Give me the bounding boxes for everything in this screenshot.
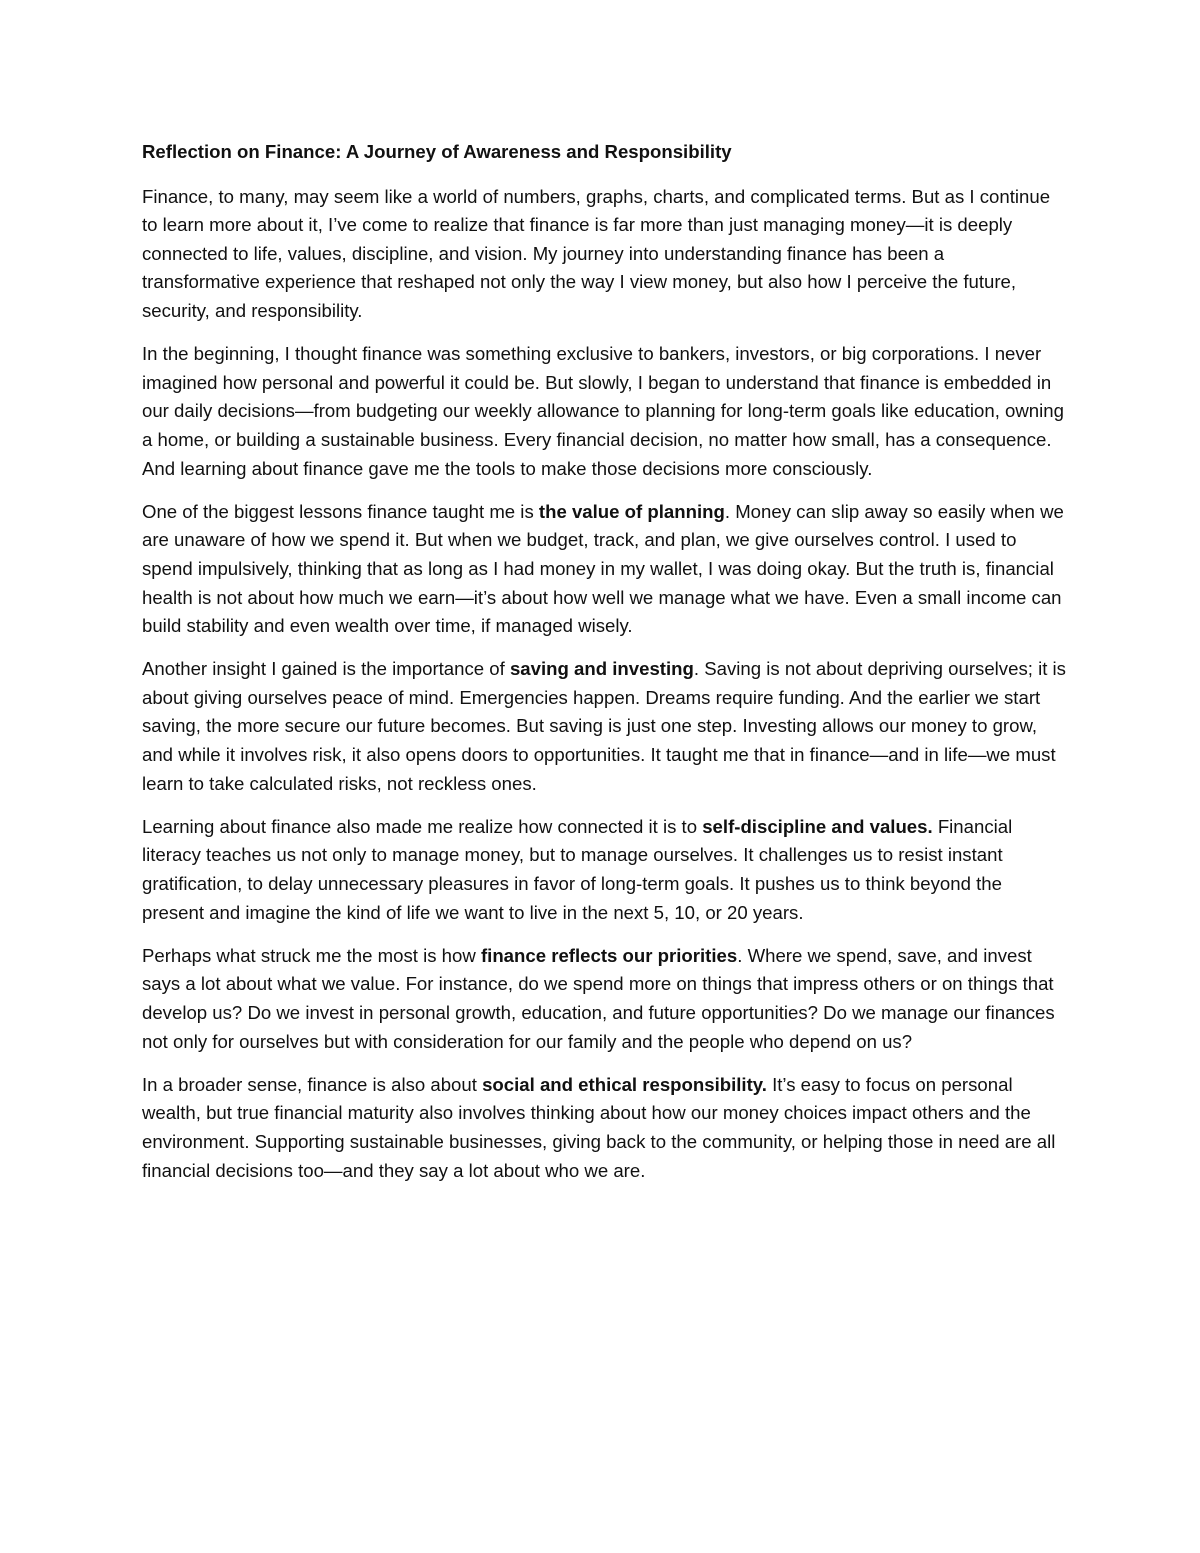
paragraph-text: Financial literacy teaches us not only to manage money, but to manage ourselves. It challenges us to resist instant gratification, to delay unnecessary pleasures in favor of long-term goals. It pushes us to think beyond the present and imagine the kind of life we want to live in the next 5, 10, or 20 years. bbox=[142, 815, 1013, 923]
paragraph-text: . Money can slip away so easily when we are unaware of how we spend it. But when we budget, track, and plan, we give ourselves control. I used to spend impulsively, thinking that as long as I had money in my wallet, I was doing okay. But the truth is, financial health is not about how much we earn—it’s about how well we manage what we have. Even a small income can build stability and even wealth over time, if managed wisely. bbox=[142, 500, 1064, 637]
paragraph-text: . Where we spend, save, and invest says a lot about what we value. For instance, do we spend more on things that impress others or on things that develop us? Do we invest in personal growth, education, and future opportunities? Do we manage our finances not only for ourselves but with consideration for our family and the people who depend on us? bbox=[142, 944, 1055, 1052]
emphasis-text: self-discipline and values. bbox=[702, 815, 933, 837]
emphasis-text: the value of planning bbox=[538, 500, 725, 522]
paragraph-saving bbox=[142, 655, 1066, 798]
emphasis-text: saving and investing bbox=[509, 658, 694, 680]
paragraph-text: Learning about finance also made me realize how connected it is to bbox=[142, 815, 703, 837]
paragraph-intro: Finance, to many, may seem like a world of numbers, graphs, charts, and complicated terms. But as I continue to learn more about it, I’ve come to realize that finance is far more than just managing money—it is deeply connected to life, values, discipline, and vision. My journey into understanding finance has been a transformative experience that reshaped not only the way I view money, but also how I perceive the future, security, and responsibility. bbox=[142, 185, 1051, 321]
paragraph-text: . Saving is not about depriving ourselves; it is about giving ourselves peace of mind. Emergencies happen. Dreams require funding. And the earlier we start saving, the more secure our future becomes. But saving is just one step. Investing allows our money to grow, and while it involves risk, it also opens doors to opportunities. It taught me that in finance—and in life—we must learn to take calculated risks, not reckless ones. bbox=[142, 658, 1066, 794]
paragraph-planning bbox=[142, 498, 1066, 641]
paragraph-text: One of the biggest lessons finance taught me is bbox=[142, 500, 539, 522]
paragraph-priorities bbox=[142, 942, 1066, 1056]
paragraph-discipline bbox=[142, 813, 1066, 927]
document-body bbox=[142, 138, 1066, 1200]
paragraph-text: In a broader sense, finance is also about bbox=[142, 1073, 483, 1095]
paragraph-text: It’s easy to focus on personal wealth, but true financial maturity also involves thinking about how our money choices impact others and the environment. Supporting sustainable businesses, giving back to the community, or helping those in need are all financial decisions too—and they say a lot about who we are. bbox=[142, 1073, 1056, 1181]
emphasis-text: social and ethical responsibility. bbox=[482, 1073, 767, 1095]
paragraph-responsibility bbox=[142, 1071, 1066, 1185]
paragraph-text: Another insight I gained is the importance of bbox=[142, 658, 510, 680]
document-title: Reflection on Finance: A Journey of Awareness and Responsibility bbox=[142, 141, 732, 162]
emphasis-text: finance reflects our priorities bbox=[480, 944, 738, 966]
paragraph-beginning: In the beginning, I thought finance was something exclusive to bankers, investors, or big corporations. I never imagined how personal and powerful it could be. But slowly, I began to understand that finance is embedded in our daily decisions—from budgeting our weekly allowance to planning for long-term goals like education, owning a home, or building a sustainable business. Every financial decision, no matter how small, has a consequence. And learning about finance gave me the tools to make those decisions more consciously. bbox=[142, 343, 1064, 479]
paragraph-text: Perhaps what struck me the most is how bbox=[142, 944, 481, 966]
